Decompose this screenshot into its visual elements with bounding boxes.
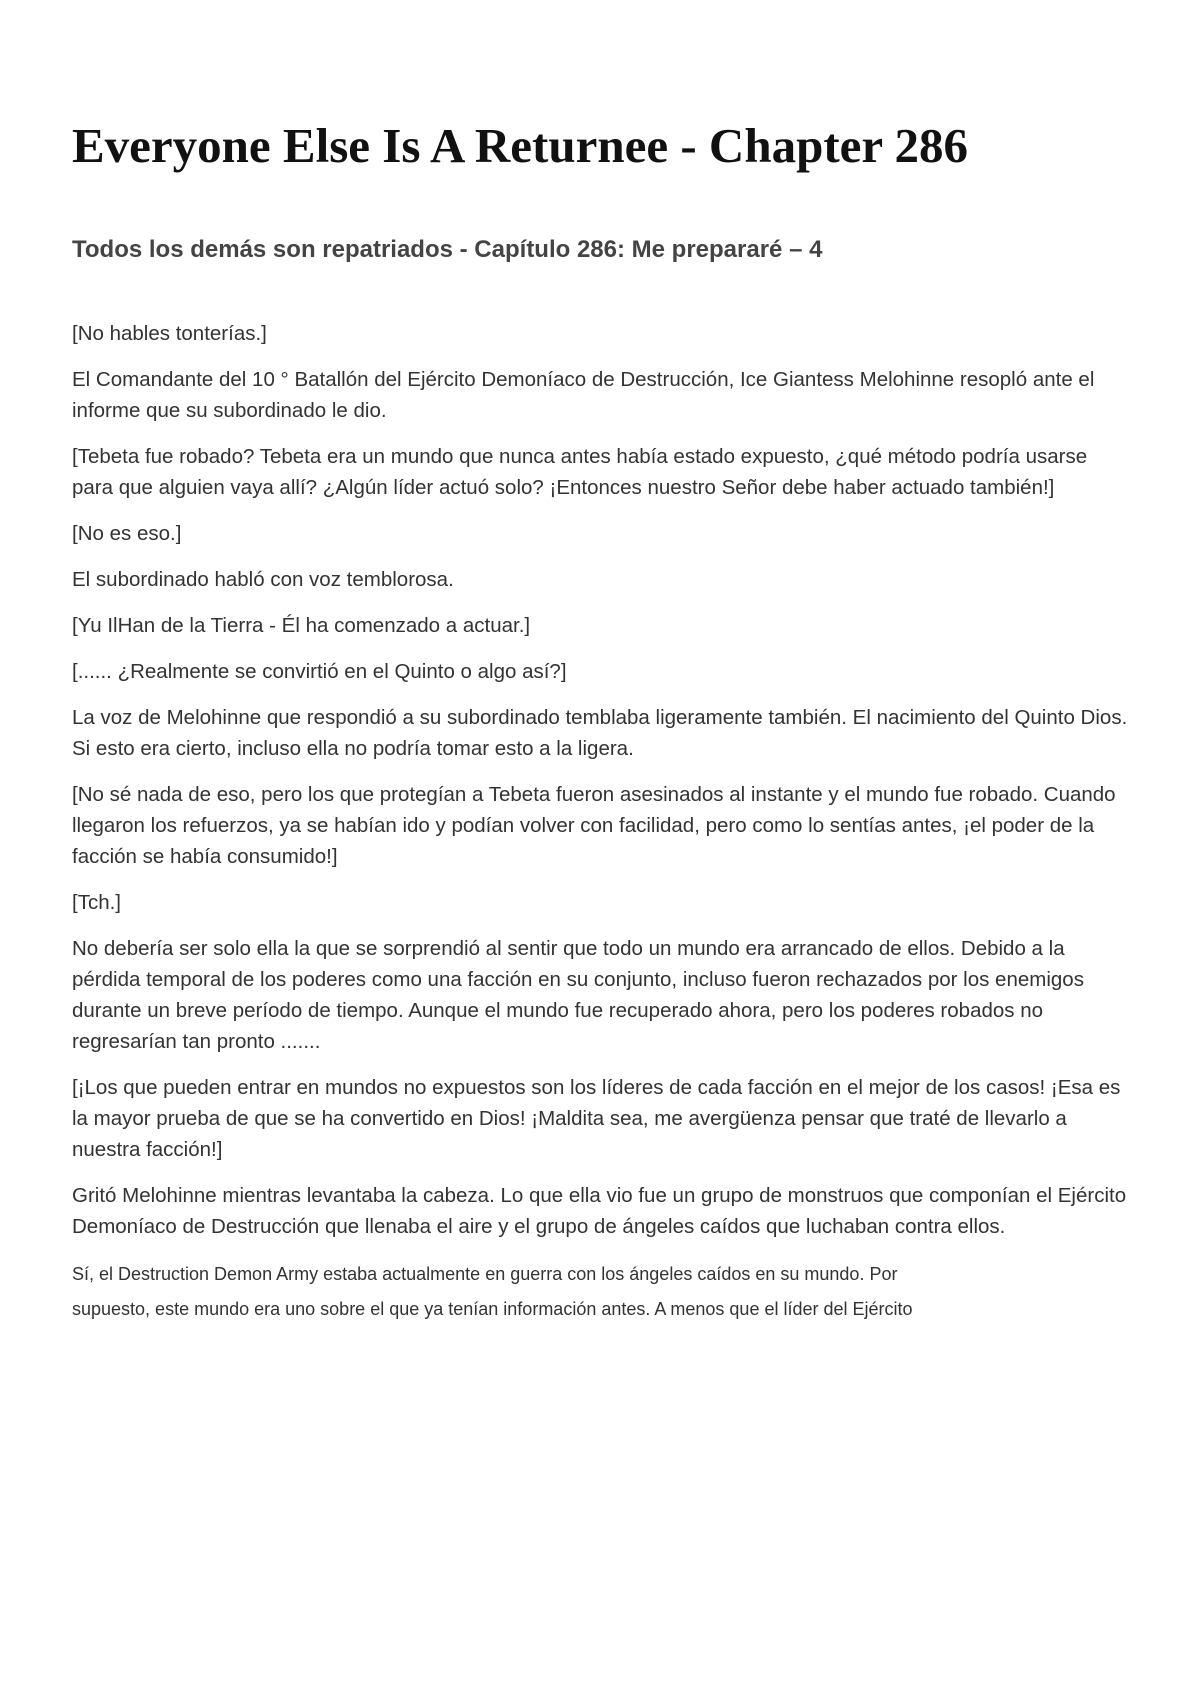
- paragraph: El Comandante del 10 ° Batallón del Ejército Demoníaco de Destrucción, Ice Giantess Melohinne resopló ante el informe que su subordinado le dio.: [72, 368, 1095, 422]
- paragraph: [No es eso.]: [72, 522, 182, 545]
- paragraph: [...... ¿Realmente se convirtió en el Quinto o algo así?]: [72, 660, 567, 683]
- paragraph: La voz de Melohinne que respondió a su subordinado temblaba ligeramente también. El nacimiento del Quinto Dios. Si esto era cierto, incluso ella no podría tomar esto a la ligera.: [72, 706, 1128, 760]
- paragraph: [No hables tonterías.]: [72, 322, 267, 345]
- paragraph: Gritó Melohinne mientras levantaba la cabeza. Lo que ella vio fue un grupo de monstruos que componían el Ejército Demoníaco de Destrucción que llenaba el aire y el grupo de ángeles caídos que luchaban contra ellos.: [72, 1184, 1127, 1238]
- trailing-line: Sí, el Destruction Demon Army estaba actualmente en guerra con los ángeles caídos en su mundo. Por: [72, 1264, 898, 1284]
- paragraph: [Tch.]: [72, 891, 121, 914]
- chapter-subtitle: Todos los demás son repatriados - Capítulo 286: Me prepararé – 4: [72, 236, 823, 263]
- paragraph: [Tebeta fue robado? Tebeta era un mundo que nunca antes había estado expuesto, ¿qué método podría usarse para que alguien vaya allí? ¿Algún líder actuó solo? ¡Entonces nuestro Señor debe haber actuado también!]: [72, 445, 1088, 499]
- paragraph: [¡Los que pueden entrar en mundos no expuestos son los líderes de cada facción en el mejor de los casos! ¡Esa es la mayor prueba de que se ha convertido en Dios! ¡Maldita sea, me avergüenza pensar que traté de llevarlo a nuestra facción!]: [72, 1076, 1121, 1161]
- chapter-title: Everyone Else Is A Returnee - Chapter 286: [72, 118, 968, 173]
- chapter-body: [72, 318, 1132, 1327]
- paragraph: El subordinado habló con voz temblorosa.: [72, 568, 454, 591]
- paragraph: [No sé nada de eso, pero los que protegían a Tebeta fueron asesinados al instante y el mundo fue robado. Cuando llegaron los refuerzos, ya se habían ido y podían volver con facilidad, pero como lo sentías antes, ¡el poder de la facción se había consumido!]: [72, 783, 1116, 868]
- paragraph: No debería ser solo ella la que se sorprendió al sentir que todo un mundo era arrancado de ellos. Debido a la pérdida temporal de los poderes como una facción en su conjunto, incluso fueron rechazados por los enemigos durante un breve período de tiempo. Aunque el mundo fue recuperado ahora, pero los poderes robados no regresarían tan pronto .......: [72, 937, 1084, 1053]
- paragraph: [Yu IlHan de la Tierra - Él ha comenzado a actuar.]: [72, 614, 531, 637]
- trailing-line: supuesto, este mundo era uno sobre el que ya tenían información antes. A menos que el líder del Ejército: [72, 1299, 913, 1319]
